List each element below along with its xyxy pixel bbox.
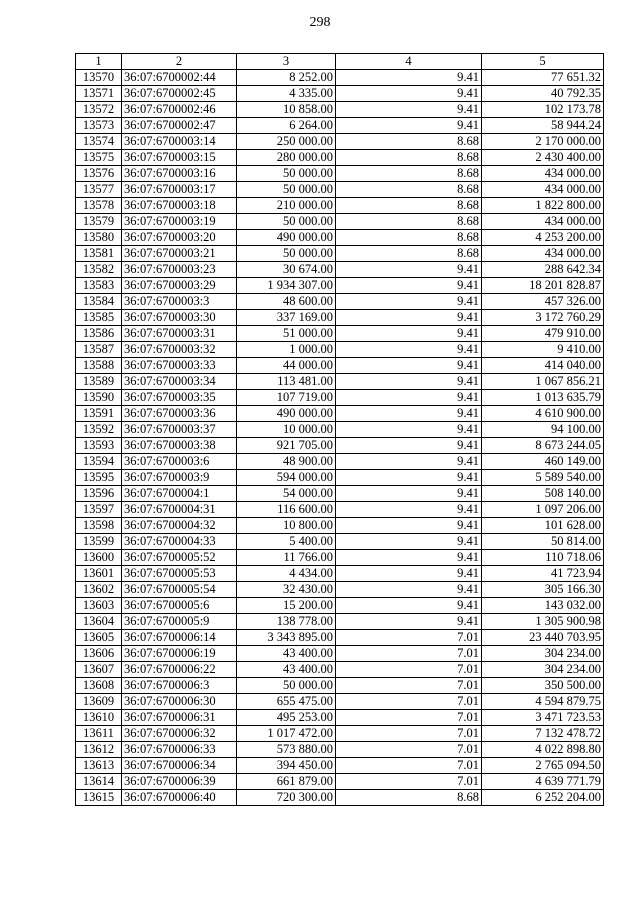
value-cell: 8 673 244.05 — [482, 438, 604, 454]
value-cell: 1 067 856.21 — [482, 374, 604, 390]
row-number-cell: 13601 — [76, 566, 122, 582]
area-cell: 490 000.00 — [237, 406, 336, 422]
table-row — [76, 358, 604, 374]
table-row — [76, 742, 604, 758]
cadastral-number-cell: 36:07:6700003:33 — [122, 358, 237, 374]
rate-cell: 7.01 — [336, 694, 482, 710]
area-cell: 50 000.00 — [237, 182, 336, 198]
table-row — [76, 630, 604, 646]
cadastral-number-cell: 36:07:6700003:18 — [122, 198, 237, 214]
area-cell: 51 000.00 — [237, 326, 336, 342]
area-cell: 107 719.00 — [237, 390, 336, 406]
row-number-cell: 13571 — [76, 86, 122, 102]
table-row — [76, 86, 604, 102]
value-cell: 50 814.00 — [482, 534, 604, 550]
value-cell: 143 032.00 — [482, 598, 604, 614]
cadastral-number-cell: 36:07:6700005:6 — [122, 598, 237, 614]
cadastral-number-cell: 36:07:6700003:16 — [122, 166, 237, 182]
cadastral-number-cell: 36:07:6700003:6 — [122, 454, 237, 470]
area-cell: 210 000.00 — [237, 198, 336, 214]
row-number-cell: 13600 — [76, 550, 122, 566]
row-number-cell: 13604 — [76, 614, 122, 630]
row-number-cell: 13602 — [76, 582, 122, 598]
value-cell: 9 410.00 — [482, 342, 604, 358]
rate-cell: 9.41 — [336, 374, 482, 390]
row-number-cell: 13584 — [76, 294, 122, 310]
value-cell: 305 166.30 — [482, 582, 604, 598]
cadastral-number-cell: 36:07:6700006:39 — [122, 774, 237, 790]
cadastral-number-cell: 36:07:6700005:9 — [122, 614, 237, 630]
table-row — [76, 486, 604, 502]
cadastral-number-cell: 36:07:6700005:53 — [122, 566, 237, 582]
column-header-2: 2 — [122, 54, 237, 70]
table-row — [76, 678, 604, 694]
row-number-cell: 13595 — [76, 470, 122, 486]
table-row — [76, 230, 604, 246]
rate-cell: 9.41 — [336, 518, 482, 534]
area-cell: 50 000.00 — [237, 678, 336, 694]
value-cell: 457 326.00 — [482, 294, 604, 310]
area-cell: 54 000.00 — [237, 486, 336, 502]
row-number-cell: 13605 — [76, 630, 122, 646]
rate-cell: 9.41 — [336, 262, 482, 278]
row-number-cell: 13615 — [76, 790, 122, 806]
value-cell: 7 132 478.72 — [482, 726, 604, 742]
cadastral-number-cell: 36:07:6700003:36 — [122, 406, 237, 422]
cadastral-number-cell: 36:07:6700003:14 — [122, 134, 237, 150]
table-row — [76, 758, 604, 774]
value-cell: 304 234.00 — [482, 646, 604, 662]
row-number-cell: 13599 — [76, 534, 122, 550]
row-number-cell: 13603 — [76, 598, 122, 614]
area-cell: 48 900.00 — [237, 454, 336, 470]
cadastral-number-cell: 36:07:6700006:14 — [122, 630, 237, 646]
rate-cell: 8.68 — [336, 790, 482, 806]
row-number-cell: 13590 — [76, 390, 122, 406]
table-row — [76, 790, 604, 806]
rate-cell: 8.68 — [336, 230, 482, 246]
value-cell: 4 022 898.80 — [482, 742, 604, 758]
row-number-cell: 13589 — [76, 374, 122, 390]
cadastral-number-cell: 36:07:6700004:1 — [122, 486, 237, 502]
rate-cell: 9.41 — [336, 70, 482, 86]
area-cell: 138 778.00 — [237, 614, 336, 630]
table-row — [76, 614, 604, 630]
table-row — [76, 390, 604, 406]
area-cell: 6 264.00 — [237, 118, 336, 134]
value-cell: 2 170 000.00 — [482, 134, 604, 150]
table-row — [76, 582, 604, 598]
row-number-cell: 13611 — [76, 726, 122, 742]
rate-cell: 9.41 — [336, 390, 482, 406]
table-row — [76, 182, 604, 198]
row-number-cell: 13579 — [76, 214, 122, 230]
cadastral-number-cell: 36:07:6700003:20 — [122, 230, 237, 246]
value-cell: 2 430 400.00 — [482, 150, 604, 166]
table-row — [76, 726, 604, 742]
area-cell: 50 000.00 — [237, 246, 336, 262]
area-cell: 1 934 307.00 — [237, 278, 336, 294]
area-cell: 113 481.00 — [237, 374, 336, 390]
rate-cell: 8.68 — [336, 198, 482, 214]
table-row — [76, 550, 604, 566]
value-cell: 5 589 540.00 — [482, 470, 604, 486]
cadastral-number-cell: 36:07:6700003:30 — [122, 310, 237, 326]
cadastral-number-cell: 36:07:6700003:3 — [122, 294, 237, 310]
cadastral-number-cell: 36:07:6700006:30 — [122, 694, 237, 710]
value-cell: 434 000.00 — [482, 246, 604, 262]
row-number-cell: 13578 — [76, 198, 122, 214]
rate-cell: 8.68 — [336, 134, 482, 150]
row-number-cell: 13609 — [76, 694, 122, 710]
row-number-cell: 13606 — [76, 646, 122, 662]
rate-cell: 9.41 — [336, 582, 482, 598]
value-cell: 3 172 760.29 — [482, 310, 604, 326]
rate-cell: 7.01 — [336, 678, 482, 694]
value-cell: 4 639 771.79 — [482, 774, 604, 790]
area-cell: 337 169.00 — [237, 310, 336, 326]
value-cell: 1 013 635.79 — [482, 390, 604, 406]
area-cell: 50 000.00 — [237, 166, 336, 182]
value-cell: 4 594 879.75 — [482, 694, 604, 710]
cadastral-number-cell: 36:07:6700006:22 — [122, 662, 237, 678]
rate-cell: 9.41 — [336, 102, 482, 118]
cadastral-number-cell: 36:07:6700003:17 — [122, 182, 237, 198]
rate-cell: 9.41 — [336, 294, 482, 310]
value-cell: 110 718.06 — [482, 550, 604, 566]
cadastral-number-cell: 36:07:6700006:34 — [122, 758, 237, 774]
table-row — [76, 422, 604, 438]
area-cell: 8 252.00 — [237, 70, 336, 86]
value-cell: 1 305 900.98 — [482, 614, 604, 630]
table-row — [76, 710, 604, 726]
value-cell: 434 000.00 — [482, 182, 604, 198]
table-row — [76, 70, 604, 86]
rate-cell: 9.41 — [336, 86, 482, 102]
row-number-cell: 13581 — [76, 246, 122, 262]
cadastral-number-cell: 36:07:6700002:47 — [122, 118, 237, 134]
column-header-4: 4 — [336, 54, 482, 70]
area-cell: 280 000.00 — [237, 150, 336, 166]
column-header-5: 5 — [482, 54, 604, 70]
table-row — [76, 214, 604, 230]
value-cell: 6 252 204.00 — [482, 790, 604, 806]
area-cell: 30 674.00 — [237, 262, 336, 278]
cadastral-number-cell: 36:07:6700006:19 — [122, 646, 237, 662]
table-body — [76, 70, 604, 806]
rate-cell: 8.68 — [336, 214, 482, 230]
value-cell: 23 440 703.95 — [482, 630, 604, 646]
area-cell: 43 400.00 — [237, 662, 336, 678]
cadastral-number-cell: 36:07:6700003:32 — [122, 342, 237, 358]
table-row — [76, 374, 604, 390]
cadastral-number-cell: 36:07:6700006:3 — [122, 678, 237, 694]
row-number-cell: 13575 — [76, 150, 122, 166]
cadastral-number-cell: 36:07:6700006:32 — [122, 726, 237, 742]
area-cell: 394 450.00 — [237, 758, 336, 774]
area-cell: 10 858.00 — [237, 102, 336, 118]
rate-cell: 9.41 — [336, 502, 482, 518]
rate-cell: 7.01 — [336, 646, 482, 662]
value-cell: 414 040.00 — [482, 358, 604, 374]
value-cell: 102 173.78 — [482, 102, 604, 118]
table-row — [76, 118, 604, 134]
rate-cell: 8.68 — [336, 246, 482, 262]
area-cell: 1 000.00 — [237, 342, 336, 358]
rate-cell: 8.68 — [336, 182, 482, 198]
value-cell: 18 201 828.87 — [482, 278, 604, 294]
value-cell: 288 642.34 — [482, 262, 604, 278]
area-cell: 50 000.00 — [237, 214, 336, 230]
area-cell: 4 434.00 — [237, 566, 336, 582]
rate-cell: 9.41 — [336, 118, 482, 134]
area-cell: 44 000.00 — [237, 358, 336, 374]
row-number-cell: 13614 — [76, 774, 122, 790]
page-number: 298 — [309, 15, 331, 30]
area-cell: 921 705.00 — [237, 438, 336, 454]
row-number-cell: 13572 — [76, 102, 122, 118]
rate-cell: 9.41 — [336, 278, 482, 294]
row-number-cell: 13586 — [76, 326, 122, 342]
row-number-cell: 13607 — [76, 662, 122, 678]
row-number-cell: 13582 — [76, 262, 122, 278]
area-cell: 32 430.00 — [237, 582, 336, 598]
row-number-cell: 13587 — [76, 342, 122, 358]
cadastral-number-cell: 36:07:6700003:37 — [122, 422, 237, 438]
table-row — [76, 470, 604, 486]
value-cell: 3 471 723.53 — [482, 710, 604, 726]
rate-cell: 9.41 — [336, 470, 482, 486]
area-cell: 10 800.00 — [237, 518, 336, 534]
area-cell: 48 600.00 — [237, 294, 336, 310]
table-row — [76, 598, 604, 614]
area-cell: 116 600.00 — [237, 502, 336, 518]
table-row — [76, 342, 604, 358]
area-cell: 573 880.00 — [237, 742, 336, 758]
cadastral-number-cell: 36:07:6700006:31 — [122, 710, 237, 726]
rate-cell: 7.01 — [336, 662, 482, 678]
cadastral-number-cell: 36:07:6700003:31 — [122, 326, 237, 342]
cadastral-number-cell: 36:07:6700004:33 — [122, 534, 237, 550]
row-number-cell: 13588 — [76, 358, 122, 374]
area-cell: 11 766.00 — [237, 550, 336, 566]
area-cell: 1 017 472.00 — [237, 726, 336, 742]
area-cell: 250 000.00 — [237, 134, 336, 150]
rate-cell: 9.41 — [336, 422, 482, 438]
row-number-cell: 13591 — [76, 406, 122, 422]
table-header-row — [76, 54, 604, 70]
value-cell: 304 234.00 — [482, 662, 604, 678]
rate-cell: 9.41 — [336, 358, 482, 374]
row-number-cell: 13576 — [76, 166, 122, 182]
table-row — [76, 534, 604, 550]
rate-cell: 9.41 — [336, 534, 482, 550]
table-row — [76, 774, 604, 790]
cadastral-number-cell: 36:07:6700004:31 — [122, 502, 237, 518]
table-row — [76, 662, 604, 678]
area-cell: 4 335.00 — [237, 86, 336, 102]
row-number-cell: 13573 — [76, 118, 122, 134]
value-cell: 508 140.00 — [482, 486, 604, 502]
rate-cell: 9.41 — [336, 550, 482, 566]
cadastral-number-cell: 36:07:6700003:34 — [122, 374, 237, 390]
rate-cell: 9.41 — [336, 566, 482, 582]
column-header-3: 3 — [237, 54, 336, 70]
row-number-cell: 13577 — [76, 182, 122, 198]
value-cell: 434 000.00 — [482, 166, 604, 182]
table-row — [76, 326, 604, 342]
table-row — [76, 278, 604, 294]
rate-cell: 9.41 — [336, 326, 482, 342]
rate-cell: 9.41 — [336, 406, 482, 422]
row-number-cell: 13597 — [76, 502, 122, 518]
value-cell: 479 910.00 — [482, 326, 604, 342]
value-cell: 77 651.32 — [482, 70, 604, 86]
table-row — [76, 262, 604, 278]
table-row — [76, 566, 604, 582]
table-row — [76, 166, 604, 182]
cadastral-number-cell: 36:07:6700003:19 — [122, 214, 237, 230]
area-cell: 3 343 895.00 — [237, 630, 336, 646]
table-row — [76, 246, 604, 262]
value-cell: 434 000.00 — [482, 214, 604, 230]
table-row — [76, 294, 604, 310]
table-row — [76, 198, 604, 214]
cadastral-number-cell: 36:07:6700003:29 — [122, 278, 237, 294]
row-number-cell: 13613 — [76, 758, 122, 774]
table-row — [76, 134, 604, 150]
cadastral-number-cell: 36:07:6700002:44 — [122, 70, 237, 86]
cadastral-number-cell: 36:07:6700004:32 — [122, 518, 237, 534]
value-cell: 40 792.35 — [482, 86, 604, 102]
cadastral-number-cell: 36:07:6700003:35 — [122, 390, 237, 406]
table-row — [76, 694, 604, 710]
rate-cell: 9.41 — [336, 598, 482, 614]
area-cell: 15 200.00 — [237, 598, 336, 614]
value-cell: 2 765 094.50 — [482, 758, 604, 774]
cadastral-number-cell: 36:07:6700003:9 — [122, 470, 237, 486]
row-number-cell: 13574 — [76, 134, 122, 150]
rate-cell: 9.41 — [336, 310, 482, 326]
rate-cell: 7.01 — [336, 630, 482, 646]
row-number-cell: 13580 — [76, 230, 122, 246]
table-row — [76, 150, 604, 166]
row-number-cell: 13596 — [76, 486, 122, 502]
area-cell: 655 475.00 — [237, 694, 336, 710]
value-cell: 4 253 200.00 — [482, 230, 604, 246]
cadastral-number-cell: 36:07:6700003:15 — [122, 150, 237, 166]
rate-cell: 9.41 — [336, 614, 482, 630]
cadastral-number-cell: 36:07:6700003:21 — [122, 246, 237, 262]
row-number-cell: 13594 — [76, 454, 122, 470]
table-row — [76, 454, 604, 470]
rate-cell: 7.01 — [336, 726, 482, 742]
rate-cell: 7.01 — [336, 774, 482, 790]
cadastral-number-cell: 36:07:6700003:38 — [122, 438, 237, 454]
area-cell: 661 879.00 — [237, 774, 336, 790]
value-cell: 1 822 800.00 — [482, 198, 604, 214]
value-cell: 101 628.00 — [482, 518, 604, 534]
table-row — [76, 310, 604, 326]
cadastral-number-cell: 36:07:6700002:46 — [122, 102, 237, 118]
area-cell: 495 253.00 — [237, 710, 336, 726]
value-cell: 94 100.00 — [482, 422, 604, 438]
area-cell: 43 400.00 — [237, 646, 336, 662]
rate-cell: 7.01 — [336, 742, 482, 758]
area-cell: 594 000.00 — [237, 470, 336, 486]
cadastral-number-cell: 36:07:6700003:23 — [122, 262, 237, 278]
rate-cell: 9.41 — [336, 438, 482, 454]
area-cell: 5 400.00 — [237, 534, 336, 550]
area-cell: 490 000.00 — [237, 230, 336, 246]
row-number-cell: 13593 — [76, 438, 122, 454]
area-cell: 720 300.00 — [237, 790, 336, 806]
table-row — [76, 102, 604, 118]
column-header-1: 1 — [76, 54, 122, 70]
table-row — [76, 502, 604, 518]
row-number-cell: 13598 — [76, 518, 122, 534]
rate-cell: 9.41 — [336, 486, 482, 502]
row-number-cell: 13608 — [76, 678, 122, 694]
row-number-cell: 13585 — [76, 310, 122, 326]
rate-cell: 7.01 — [336, 758, 482, 774]
rate-cell: 8.68 — [336, 166, 482, 182]
row-number-cell: 13612 — [76, 742, 122, 758]
table-row — [76, 646, 604, 662]
rate-cell: 7.01 — [336, 710, 482, 726]
cadastral-number-cell: 36:07:6700006:33 — [122, 742, 237, 758]
table-row — [76, 438, 604, 454]
table-row — [76, 518, 604, 534]
value-cell: 1 097 206.00 — [482, 502, 604, 518]
rate-cell: 9.41 — [336, 342, 482, 358]
row-number-cell: 13583 — [76, 278, 122, 294]
cadastral-number-cell: 36:07:6700005:54 — [122, 582, 237, 598]
value-cell: 350 500.00 — [482, 678, 604, 694]
data-table — [75, 53, 604, 806]
cadastral-number-cell: 36:07:6700005:52 — [122, 550, 237, 566]
table-row — [76, 406, 604, 422]
value-cell: 41 723.94 — [482, 566, 604, 582]
row-number-cell: 13592 — [76, 422, 122, 438]
cadastral-number-cell: 36:07:6700002:45 — [122, 86, 237, 102]
rate-cell: 9.41 — [336, 454, 482, 470]
area-cell: 10 000.00 — [237, 422, 336, 438]
value-cell: 4 610 900.00 — [482, 406, 604, 422]
row-number-cell: 13610 — [76, 710, 122, 726]
cadastral-number-cell: 36:07:6700006:40 — [122, 790, 237, 806]
value-cell: 460 149.00 — [482, 454, 604, 470]
value-cell: 58 944.24 — [482, 118, 604, 134]
rate-cell: 8.68 — [336, 150, 482, 166]
row-number-cell: 13570 — [76, 70, 122, 86]
